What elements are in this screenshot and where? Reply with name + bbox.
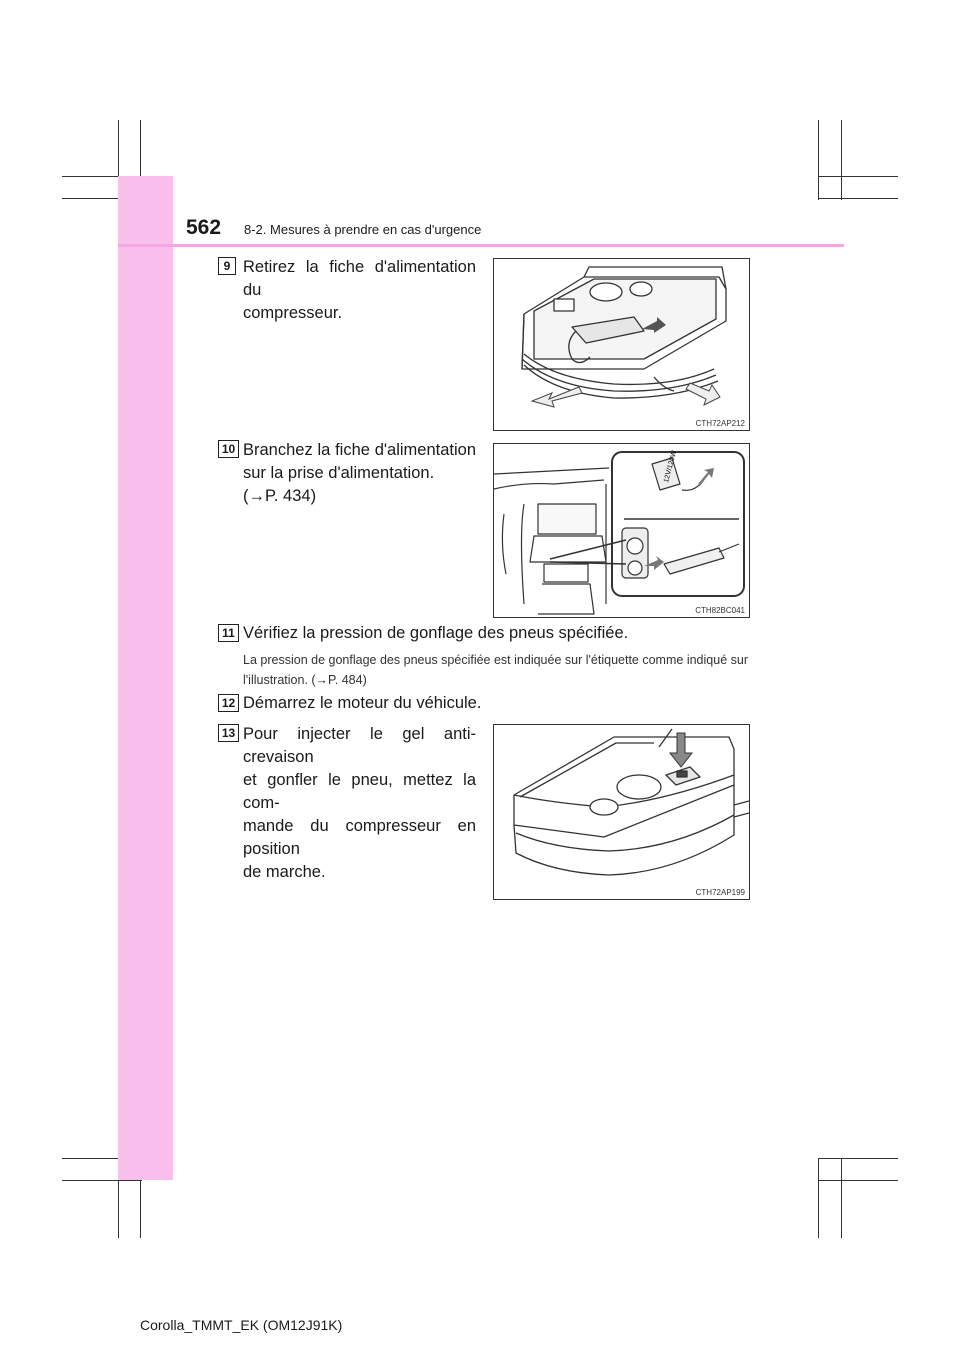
- step-text: Démarrez le moteur du véhicule.: [243, 694, 482, 712]
- page-number: 562: [186, 216, 222, 239]
- header-rule: [118, 244, 844, 247]
- step-line: Pour injecter le gel anti-crevaison: [243, 725, 476, 766]
- step-note: La pression de gonflage des pneus spécifiée est indiquée sur l'étiquette comme indiqué sur l'illustration. (→P. 484): [243, 653, 748, 687]
- step-line: sur la prise d'alimentation.: [243, 464, 435, 482]
- figure-compressor-unplug: [493, 258, 750, 431]
- step-number-badge: 12: [218, 694, 239, 712]
- crop-mark: [841, 120, 842, 200]
- crop-mark: [841, 1158, 842, 1238]
- crop-mark: [818, 198, 898, 199]
- figure-code: CTH72AP212: [695, 419, 745, 428]
- crop-mark: [818, 1180, 898, 1181]
- figure-code: CTH72AP199: [695, 888, 745, 897]
- crop-mark: [818, 1158, 819, 1238]
- crop-mark: [62, 1180, 142, 1181]
- step-text: [243, 723, 476, 884]
- compressor-illustration: [494, 259, 749, 430]
- step-line: et gonfler le pneu, mettez la com-: [243, 771, 476, 812]
- figure-compressor-switch: [493, 724, 750, 900]
- side-band: [118, 176, 173, 1180]
- footer-text: Corolla_TMMT_EK (OM12J91K): [140, 1317, 343, 1333]
- crop-mark: [818, 1158, 898, 1159]
- figure-code: CTH82BC041: [695, 606, 745, 615]
- step-number-badge: 13: [218, 724, 239, 742]
- crop-mark: [818, 120, 819, 200]
- section-title: 8-2. Mesures à prendre en cas d'urgence: [244, 222, 482, 237]
- step-text: Vérifiez la pression de gonflage des pneus spécifiée.: [243, 624, 629, 642]
- dashboard-outlet-illustration: [494, 444, 749, 617]
- step-line: mande du compresseur en position: [243, 817, 476, 858]
- step-line: (→P. 434): [243, 487, 317, 505]
- step-line: Retirez la fiche d'alimentation du: [243, 258, 476, 299]
- step-line: Branchez la fiche d'alimentation: [243, 441, 476, 459]
- compressor-switch-illustration: [494, 725, 749, 899]
- step-number-badge: 10: [218, 440, 239, 458]
- step-number-badge: 9: [218, 257, 236, 275]
- socket-label: 12V/120W: [663, 449, 679, 484]
- step-line: de marche.: [243, 863, 326, 881]
- step-text: [243, 256, 476, 325]
- crop-mark: [818, 176, 898, 177]
- step-text: [243, 439, 476, 508]
- step-number-badge: 11: [218, 624, 239, 642]
- figure-power-outlet: [493, 443, 750, 618]
- step-line: compresseur.: [243, 304, 343, 322]
